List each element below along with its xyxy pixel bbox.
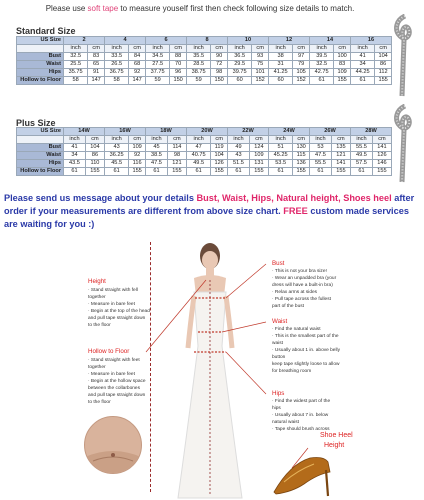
measurement-cell: 141 [372,144,391,152]
unit-cell: cm [170,45,187,53]
table-row [17,53,392,61]
measurement-cell: 41.25 [269,69,293,77]
unit-cell: inch [187,45,211,53]
measurement-cell: 68 [129,61,146,69]
unit-cell: inch [105,136,129,144]
measurement-cell: 35.5 [187,53,211,61]
measurement-cell: 40.75 [187,152,211,160]
table-row [17,69,392,77]
unit-cell: cm [293,45,310,53]
measure-instruction: Please use soft tape to measure youself first then check following size details to match. [45,4,355,13]
unit-cell: inch [351,136,373,144]
measurement-cell: 93 [252,53,269,61]
unit-cell: cm [293,136,310,144]
measurement-cell: 61 [187,168,211,176]
size-column-header: 4 [105,37,146,45]
standard-size-title: Standard Size [16,26,76,36]
measurement-cell: 33.5 [105,53,129,61]
measurement-cell: 109 [129,144,146,152]
unit-cell: inch [228,45,252,53]
unit-cell: inch [269,45,293,53]
high-heel-shoe-image [270,452,334,498]
measurement-cell: 98 [211,69,228,77]
measurement-cell: 91 [88,69,105,77]
row-label: Hollow to Floor [17,168,64,176]
measurement-cell: 47 [187,144,211,152]
unit-cell: inch [64,45,88,53]
measurement-cell: 27.5 [146,61,170,69]
measurement-cell: 45 [146,144,168,152]
measurement-cell: 43 [228,152,250,160]
guide-note-line: to the floor [88,400,111,405]
row-label: Waist [17,61,64,69]
measurement-cell: 38 [269,53,293,61]
measurement-cell: 39.5 [310,53,334,61]
guide-note-line: · Usually about 1 in. above belly [272,348,340,353]
unit-cell: inch [351,45,375,53]
measurement-cell: 115 [293,152,310,160]
measurement-cell: 61 [310,168,332,176]
measurement-cell: 155 [375,77,392,85]
standard-size-table [16,36,392,85]
plus-size-title: Plus Size [16,118,56,128]
measurement-cell: 61 [64,168,86,176]
guide-note-line: hips [272,406,281,411]
measurement-cell: 42.75 [310,69,334,77]
measurement-cell: 31 [269,61,293,69]
collarbone-closeup-image [84,416,142,474]
measurement-cell: 88 [170,53,187,61]
measurement-cell: 155 [85,168,104,176]
unit-row-label [17,45,64,53]
measurement-cell: 92 [129,69,146,77]
guide-note-line: button [272,355,286,360]
guide-note-line: · Stand straight with feet [88,358,140,363]
measurement-cell: 98 [167,152,186,160]
guide-note-line: between the collarbones [88,386,141,391]
measurement-cell: 155 [293,168,310,176]
table-row [17,168,392,176]
guide-note-line: keep tape slightly loose to allow [272,362,340,367]
row-label: Hips [17,69,64,77]
measurement-cell: 43.5 [64,160,86,168]
measurement-cell: 51.5 [228,160,250,168]
table-row [17,61,392,69]
measurement-cell: 86 [375,61,392,69]
measurement-cell: 112 [375,69,392,77]
guide-note-line: · This is not your bra size! [272,269,327,274]
measurement-cell: 28.5 [187,61,211,69]
measurement-cell: 121 [167,160,186,168]
measurement-cell: 45.5 [105,160,129,168]
unit-cell: cm [249,136,268,144]
unit-cell: cm [334,45,351,53]
measurement-cell: 44.25 [351,69,375,77]
measurement-cell: 136 [293,160,310,168]
measurement-cell: 126 [211,160,228,168]
measurement-cell: 155 [372,168,391,176]
guide-note-line: · Begin at the hollow space [88,379,146,384]
size-column-header: 8 [187,37,228,45]
measurement-cell: 41 [64,144,86,152]
table-row [17,77,392,85]
table-row [17,152,392,160]
size-header-row [17,128,392,136]
unit-row [17,136,392,144]
measurement-cell: 53 [310,144,332,152]
size-column-header: 24W [269,128,310,136]
shoe-heel-sub-label: Height [324,442,345,449]
measurement-cell: 155 [211,168,228,176]
unit-cell: inch [146,45,170,53]
measurement-cell: 61 [146,168,168,176]
size-column-header: 14 [310,37,351,45]
unit-cell: cm [372,136,391,144]
measurement-cell: 38.75 [187,69,211,77]
measurement-cell: 51 [269,144,293,152]
guide-note-line: for breathing room [272,369,312,374]
measurement-cell: 47.5 [146,160,168,168]
measurement-cell: 55.5 [351,144,373,152]
size-header-row [17,37,392,45]
measurement-cell: 96 [170,69,187,77]
measurement-cell: 49.5 [351,152,373,160]
unit-cell: cm [375,45,392,53]
measurement-cell: 109 [334,69,351,77]
measurement-cell: 101 [252,69,269,77]
measurement-cell: 41 [351,53,375,61]
size-header-label: US Size [17,128,64,136]
measuring-tape-image-2 [392,104,418,184]
unit-cell: cm [88,45,105,53]
measurement-cell: 84 [129,53,146,61]
guide-note-line: waist [272,341,283,346]
measurement-cell: 55.5 [310,160,332,168]
measurement-cell: 109 [249,152,268,160]
measurement-cell: 155 [334,77,351,85]
unit-cell: inch [228,136,250,144]
measurement-cell: 26.5 [105,61,129,69]
measurement-cell: 38.5 [146,152,168,160]
measurement-cell: 110 [85,160,104,168]
guide-note-line: to the floor [88,323,111,328]
hollow-to-floor-label: Hollow to Floor [88,348,130,355]
measurement-cell: 49.5 [187,160,211,168]
measurement-cell: 126 [372,152,391,160]
measurement-cell: 119 [211,144,228,152]
hips-label: Hips [272,390,285,397]
measurement-cell: 124 [249,144,268,152]
measurement-cell: 32.5 [64,53,88,61]
guide-connector-lines [0,236,424,500]
waist-label: Waist [272,318,288,325]
measurement-cell: 155 [249,168,268,176]
measurement-cell: 97 [293,53,310,61]
unit-cell: inch [187,136,211,144]
unit-cell: cm [85,136,104,144]
measurement-cell: 155 [167,168,186,176]
measurement-cell: 37.75 [146,69,170,77]
guide-note-line: · Wear an unpadded bra (your [272,276,337,281]
measurement-cell: 36.5 [228,53,252,61]
measurement-cell: 147 [129,77,146,85]
measurement-cell: 116 [129,160,146,168]
measurement-cell: 131 [249,160,268,168]
size-column-header: 20W [187,128,228,136]
measurement-cell: 100 [334,53,351,61]
measurement-cell: 104 [211,152,228,160]
measurement-cell: 58 [105,77,129,85]
guide-note-line: together [88,295,106,300]
measurement-cell: 61 [228,168,250,176]
measurement-cell: 61 [310,77,334,85]
measurement-cell: 61 [269,168,293,176]
measurement-cell: 60 [269,77,293,85]
measurement-cell: 114 [167,144,186,152]
measurement-cell: 34.5 [146,53,170,61]
guide-note-line: and pull tape straight down [88,316,146,321]
measurement-cell: 60 [228,77,252,85]
row-label: Waist [17,152,64,160]
measurement-cell: 32.5 [310,61,334,69]
measurement-cell: 104 [375,53,392,61]
measurement-cell: 39.75 [228,69,252,77]
measurement-cell: 79 [293,61,310,69]
size-column-header: 12 [269,37,310,45]
height-label: Height [88,278,106,285]
guide-note-line: · Begin at the top of the head [88,309,150,314]
measurement-cell: 34 [351,61,375,69]
measurement-cell: 25.5 [64,61,88,69]
table-row [17,160,392,168]
measurement-cell: 141 [331,160,350,168]
measurement-cell: 83 [334,61,351,69]
measurement-guide [0,236,424,500]
size-column-header: 16 [351,37,392,45]
unit-row-label [17,136,64,144]
unit-cell: inch [105,45,129,53]
measurement-cell: 35.75 [64,69,88,77]
guide-note-line: · This is the smallest part of the [272,334,339,339]
guide-note-line: dress will have a built-in bra) [272,283,333,288]
unit-cell: cm [252,45,269,53]
table-row [17,144,392,152]
measurement-cell: 47.5 [310,152,332,160]
measurement-cell: 105 [293,69,310,77]
row-label: Bust [17,53,64,61]
measurement-cell: 152 [252,77,269,85]
row-label: Bust [17,144,64,152]
measurement-cell: 61 [105,168,129,176]
measurement-cell: 72 [211,61,228,69]
measurement-cell: 155 [331,168,350,176]
guide-note-line: · Find the natural waist [272,327,321,332]
unit-cell: cm [211,136,228,144]
measurement-cell: 104 [85,144,104,152]
measurement-cell: 155 [129,168,146,176]
plus-size-table [16,127,392,176]
unit-cell: inch [310,45,334,53]
measuring-tape-image [392,14,418,98]
unit-cell: inch [64,136,86,144]
measurement-cell: 75 [252,61,269,69]
unit-row [17,45,392,53]
unit-cell: cm [129,45,146,53]
row-label: Hips [17,160,64,168]
measurement-cell: 150 [170,77,187,85]
measurement-cell: 70 [170,61,187,69]
measurement-cell: 130 [293,144,310,152]
shoe-heel-label: Shoe Heel [320,432,353,439]
measurement-cell: 53.5 [269,160,293,168]
guide-note-line: together [88,365,106,370]
unit-cell: cm [331,136,350,144]
guide-note-line: · Usually about 7 in. below [272,413,329,418]
measurement-cell: 36.25 [105,152,129,160]
guide-note-line: natural waist [272,420,299,425]
size-column-header: 16W [105,128,146,136]
measurement-cell: 61 [351,77,375,85]
measurement-cell: 150 [211,77,228,85]
unit-cell: cm [211,45,228,53]
measurement-cell: 65 [88,61,105,69]
guide-note-line: · Find the widest part of the [272,399,331,404]
size-column-header: 22W [228,128,269,136]
measurement-cell: 92 [129,152,146,160]
unit-cell: inch [269,136,293,144]
guide-note-line: · Stand straight with fell [88,288,138,293]
measurement-cell: 135 [331,144,350,152]
measurement-cell: 146 [372,160,391,168]
measurement-cell: 57.5 [351,160,373,168]
measurement-cell: 152 [293,77,310,85]
plus-size-table-wrap [16,127,392,176]
size-column-header: 28W [351,128,392,136]
standard-size-table-wrap [16,36,392,85]
guide-note-line: · Pull tape across the fullest [272,297,331,302]
measurement-cell: 29.5 [228,61,252,69]
custom-order-message: Please send us message about your details Bust, Waist, Hips, Natural height, Shoes heel after order if your measurements are different from above size chart. FREE custom made services are waiting for you :) [4,193,415,229]
unit-cell: cm [167,136,186,144]
size-column-header: 26W [310,128,351,136]
guide-note-line: · Tape should brush across [272,427,330,432]
measurement-cell: 86 [85,152,104,160]
measurement-cell: 58 [64,77,88,85]
row-label: Hollow to Floor [17,77,64,85]
guide-note-line: · Measure in bare feet [88,302,135,307]
measurement-cell: 36.75 [105,69,129,77]
measurement-cell: 34 [64,152,86,160]
measurement-cell: 83 [88,53,105,61]
bust-label: Bust [272,260,285,267]
size-column-header: 6 [146,37,187,45]
guide-note-line: and pull tape straight down [88,393,146,398]
measurement-cell: 59 [146,77,170,85]
guide-note-line: · Relax arms at sides [272,290,318,295]
measurement-cell: 61 [351,168,373,176]
measurement-cell: 49 [228,144,250,152]
size-column-header: 10 [228,37,269,45]
guide-note-line: part of the bust [272,304,304,309]
size-column-header: 14W [64,128,105,136]
measurement-cell: 59 [187,77,211,85]
size-column-header: 2 [64,37,105,45]
unit-cell: inch [310,136,332,144]
guide-note-line: · Measure in bare feet [88,372,135,377]
size-header-label: US Size [17,37,64,45]
unit-cell: cm [129,136,146,144]
measurement-cell: 147 [88,77,105,85]
measurement-cell: 45.25 [269,152,293,160]
size-column-header: 18W [146,128,187,136]
measurement-cell: 43 [105,144,129,152]
measurement-cell: 121 [331,152,350,160]
unit-cell: inch [146,136,168,144]
measurement-cell: 90 [211,53,228,61]
